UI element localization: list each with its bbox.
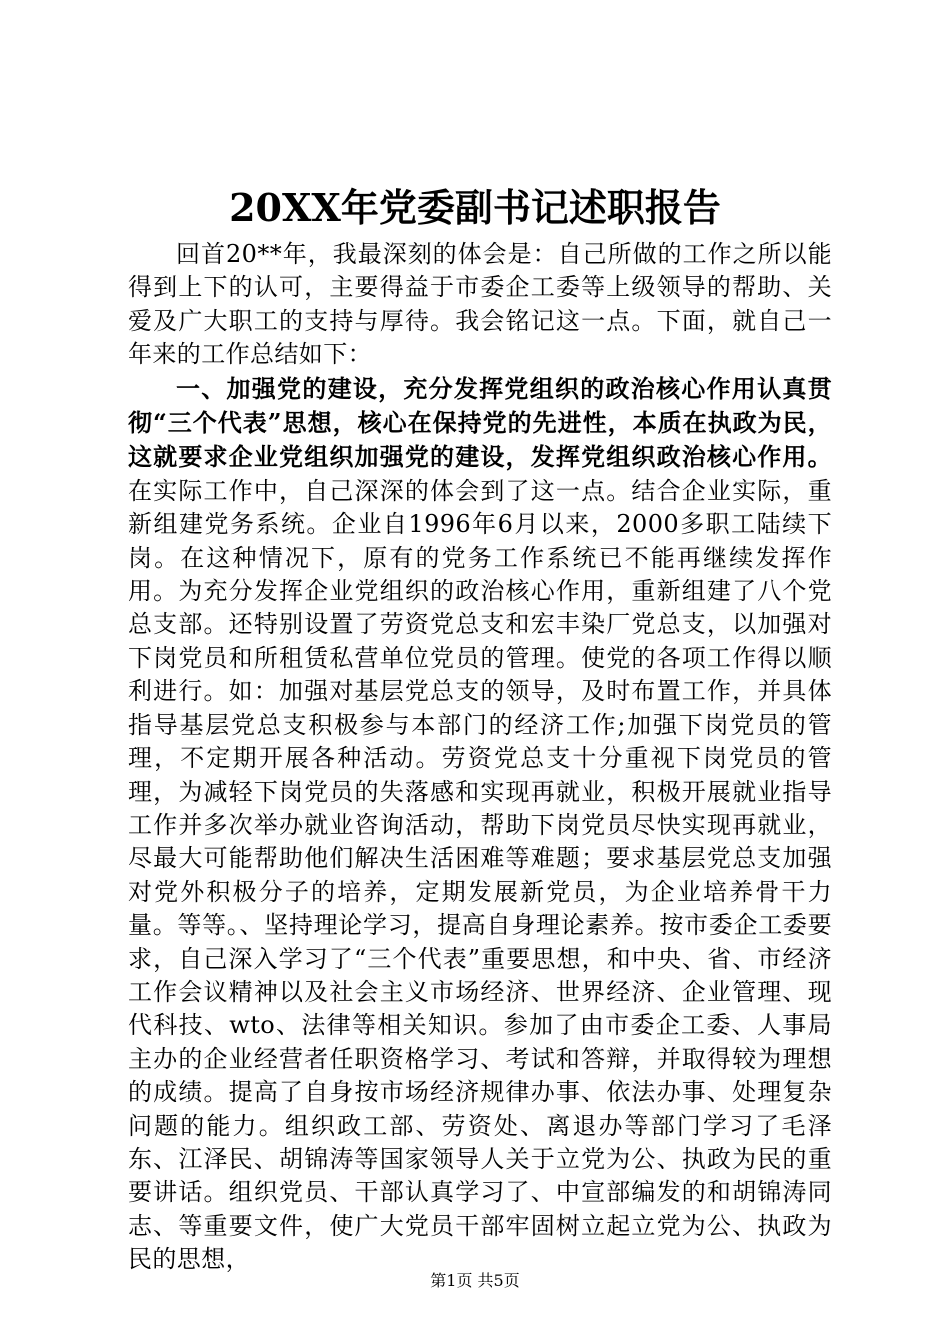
document-body [128,238,832,1277]
section-one-paragraph [128,372,832,1277]
section-one-heading: 一、加强党的建设，充分发挥党组织的政治核心作用认真贯彻“三个代表”思想，核心在保持党的先进性，本质在执政为民，这就要求企业党组织加强党的建设，发挥党组织政治核心作用。 [128,373,832,472]
section-one-body: 在实际工作中，自己深深的体会到了这一点。结合企业实际，重新组建党务系统。企业自1996年6月以来，2000多职工陆续下岗。在这种情况下，原有的党务工作系统已不能再继续发挥作用。为充分发挥企业党组织的政治核心作用，重新组建了八个党总支部。还特别设置了劳资党总支和宏丰染厂党总支，以加强对下岗党员和所租赁私营单位党员的管理。使党的各项工作得以顺利进行。如：加强对基层党总支的领导，及时布置工作，并具体指导基层党总支积极参与本部门的经济工作;加强下岗党员的管理，不定期开展各种活动。劳资党总支十分重视下岗党员的管理，为减轻下岗党员的失落感和实现再就业，积极开展就业指导工作并多次举办就业咨询活动，帮助下岗党员尽快实现再就业，尽最大可能帮助他们解决生活困难等难题；要求基层党总支加强对党外积极分子的培养，定期发展新党员，为企业培养骨干力量。等等。、坚持理论学习，提高自身理论素养。按市委企工委要求，自己深入学习了“三个代表”重要思想，和中央、省、市经济工作会议精神以及社会主义市场经济、世界经济、企业管理、现代科技、wto、法律等相关知识。参加了由市委企工委、人事局主办的企业经营者任职资格学习、考试和答辩，并取得较为理想的成绩。提高了自身按市场经济规律办事、依法办事、处理复杂问题的能力。组织政工部、劳资处、离退办等部门学习了毛泽东、江泽民、胡锦涛等国家领导人关于立党为公、执政为民的重要讲话。组织党员、干部认真学习了、中宣部编发的和胡锦涛同志、等重要文件，使广大党员干部牢固树立起立党为公、执政为民的思想， [128,476,832,1274]
document-title: 20XX年党委副书记述职报告 [229,185,721,230]
page-number-footer: 第1页 共5页 [430,1271,520,1290]
intro-paragraph: 回首20**年，我最深刻的体会是：自己所做的工作之所以能得到上下的认可，主要得益于市委企工委等上级领导的帮助、关爱及广大职工的支持与厚待。我会铭记这一点。下面，就自己一年来的工作总结如下： [128,240,832,369]
